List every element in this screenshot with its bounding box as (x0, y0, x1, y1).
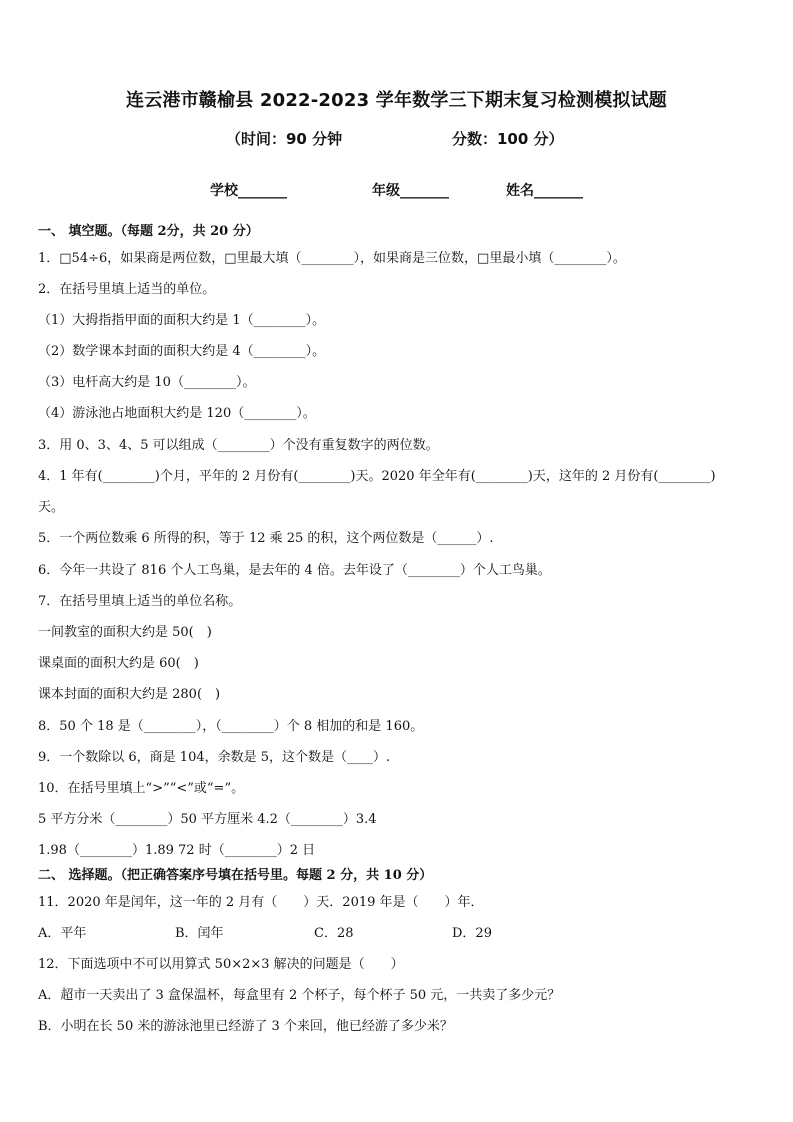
section-1-heading: 一、 填空题。（每题 2分，共 20 分） (38, 224, 259, 239)
question-2: 2．在括号里填上适当的单位。 (38, 282, 216, 297)
question-11: 11．2020 年是闰年，这一年的 2 月有（ ）天．2019 年是（ ）年． (38, 895, 484, 910)
question-3: 3．用 0、3、4、5 可以组成（________）个没有重复数字的两位数。 (38, 438, 439, 453)
question-12-option-b: B．小明在长 50 米的游泳池里已经游了 3 个来回，他已经游了多少米？ (38, 1019, 453, 1034)
grade-field: 年级_______ (372, 183, 449, 199)
student-info (0, 180, 793, 202)
exam-score: 分数：100 分） (452, 130, 564, 148)
question-1: 1．□54÷6，如果商是两位数，□里最大填（________），如果商是三位数，□里最小填（________）。 (38, 251, 626, 266)
option-b: B．闰年 (175, 926, 224, 941)
question-7-3: 课本封面的面积大约是 280( ) (38, 687, 221, 702)
option-d: D．29 (452, 926, 492, 941)
question-4: 4．1 年有(________)个月，平年的 2 月份有(________)天。2020 年全年有(________)天，这年的 2 月份有(________) (38, 469, 716, 484)
question-2-3: （3）电杆高大约是 10（________）。 (38, 375, 256, 390)
option-a: A．平年 (38, 926, 87, 941)
question-7-2: 课桌面的面积大约是 60( ) (38, 656, 199, 671)
section-2-heading: 二、 选择题。（把正确答案序号填在括号里。每题 2 分，共 10 分） (38, 868, 433, 883)
question-12-option-a: A．超市一天卖出了 3 盒保温杯，每盒里有 2 个杯子，每个杯子 50 元，一共卖了多少元？ (38, 988, 561, 1003)
question-2-2: （2）数学课本封面的面积大约是 4（________）。 (38, 344, 326, 359)
question-10: 10．在括号里填上“>”“<”或“=”。 (38, 781, 245, 796)
question-7: 7．在括号里填上适当的单位名称。 (38, 594, 242, 609)
school-field: 学校_______ (210, 183, 287, 199)
question-8: 8．50 个 18 是（________），（________）个 8 相加的和是 160。 (38, 719, 424, 734)
question-12: 12．下面选项中不可以用算式 50×2×3 解决的问题是（ ） (38, 957, 404, 972)
question-9: 9．一个数除以 6，商是 104，余数是 5，这个数是（____）. (38, 750, 391, 765)
question-6: 6．今年一共设了 816 个人工鸟巢，是去年的 4 倍。去年设了（________）个人工鸟巢。 (38, 563, 551, 578)
name-field: 姓名_______ (506, 183, 583, 199)
question-5: 5．一个两位数乘 6 所得的积，等于 12 乘 25 的积，这个两位数是（______）. (38, 531, 494, 546)
option-c: C．28 (314, 926, 354, 941)
question-4-cont: 天。 (38, 500, 65, 515)
question-10-1: 5 平方分米（________）50 平方厘米 4.2（________）3.4 (38, 812, 377, 827)
question-2-1: （1）大拇指指甲面的面积大约是 1（________）。 (38, 313, 326, 328)
exam-time: （时间：90 分钟 (226, 130, 343, 148)
question-10-2: 1.98（________）1.89 72 时（________）2 日 (38, 843, 316, 858)
question-7-1: 一间教室的面积大约是 50( ) (38, 625, 212, 640)
exam-meta (0, 128, 793, 150)
question-11-options (38, 924, 558, 944)
page-title: 连云港市赣榆县 2022-2023 学年数学三下期末复习检测模拟试题 (126, 90, 667, 111)
question-2-4: （4）游泳池占地面积大约是 120（________）。 (38, 406, 316, 421)
